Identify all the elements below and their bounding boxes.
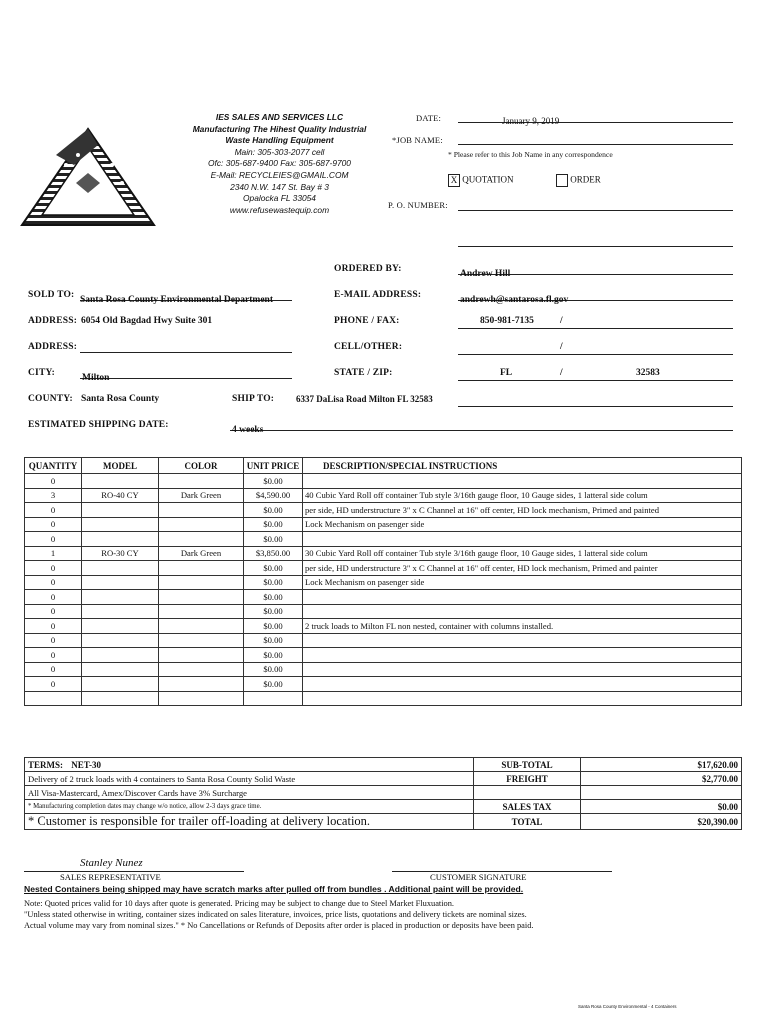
email-field[interactable] [458, 289, 733, 305]
state-zip-label: STATE / ZIP: [334, 368, 393, 378]
sales-tax-value: $0.00 [581, 800, 742, 814]
quantity-cell: 0 [25, 633, 82, 648]
quotation-option[interactable] [448, 174, 514, 187]
model-header: MODEL [82, 458, 159, 474]
color-cell: Dark Green [159, 546, 244, 561]
state-zip-line[interactable] [458, 380, 733, 381]
state-value: FL [500, 368, 513, 378]
date-field[interactable] [458, 111, 733, 126]
unit-price-cell: $4,590.00 [244, 488, 303, 503]
model-cell [82, 503, 159, 518]
company-name: IES SALES AND SERVICES LLC [215, 112, 344, 122]
company-logo [16, 125, 161, 233]
cards-empty-cell [474, 786, 581, 800]
ordered-by-label: ORDERED BY: [334, 264, 402, 274]
unit-price-cell: $0.00 [244, 677, 303, 692]
ship-to-value: 6337 DaLisa Road Milton FL 32583 [296, 394, 433, 404]
po-number-field-2[interactable] [458, 236, 733, 247]
cards-row [25, 786, 742, 800]
unit-price-cell: $0.00 [244, 575, 303, 590]
table-row [25, 633, 742, 648]
table-row [25, 648, 742, 663]
unit-price-cell: $0.00 [244, 561, 303, 576]
description-cell: per side, HD understructure 3" x C Channel at 16" off center, HD lock mechanism, Primed and painter [303, 561, 742, 576]
po-number-label: P. O. NUMBER: [388, 200, 448, 210]
table-row [25, 662, 742, 677]
phone-fax-separator: / [560, 316, 563, 326]
quantity-cell: 1 [25, 546, 82, 561]
table-row [25, 488, 742, 503]
cell-separator: / [560, 342, 563, 352]
address-2-label: ADDRESS: [28, 342, 78, 352]
delivery-note: Delivery of 2 truck loads with 4 containers to Santa Rosa County Solid Waste [25, 772, 474, 786]
color-cell [159, 604, 244, 619]
ship-to-label: SHIP TO: [232, 394, 275, 404]
line-items-table [24, 457, 742, 706]
ordered-by-field[interactable] [458, 263, 733, 279]
color-cell [159, 633, 244, 648]
company-tagline-2: Waste Handling Equipment [225, 135, 334, 146]
quotation-checkbox[interactable]: X [448, 174, 460, 187]
order-option[interactable] [556, 174, 601, 187]
footer-tiny-label: Santa Rosa County Environmental - 4 Containers [578, 1004, 677, 1009]
quantity-cell: 0 [25, 517, 82, 532]
quantity-cell: 0 [25, 619, 82, 634]
quantity-cell: 0 [25, 575, 82, 590]
description-cell: 40 Cubic Yard Roll off container Tub style 3/16th gauge floor, 10 Gauge sides, 1 latteral side colum [303, 488, 742, 503]
sold-to-field[interactable] [80, 289, 292, 305]
totals-table [24, 757, 742, 830]
quantity-cell: 3 [25, 488, 82, 503]
model-cell [82, 474, 159, 489]
footer-note-3: Actual volume may vary from nominal sizes." * No Cancellations or Refunds of Deposits after order is placed in production or deposits have been paid. [24, 921, 534, 930]
line-items-header [25, 458, 742, 474]
color-cell [159, 590, 244, 605]
state-zip-separator: / [560, 368, 563, 378]
quantity-cell: 0 [25, 474, 82, 489]
footer-note-1: Note: Quoted prices valid for 10 days after quote is generated. Pricing may be subject to change due to Steel Market Fluxuation. [24, 899, 455, 908]
quantity-cell: 0 [25, 662, 82, 677]
sales-rep-name: Stanley Nunez [80, 857, 143, 869]
company-website: www.refusewastequip.com [229, 204, 330, 215]
freight-row [25, 772, 742, 786]
city-label: CITY: [28, 368, 56, 378]
unit-price-cell: $0.00 [244, 648, 303, 663]
table-row [25, 517, 742, 532]
job-name-label: *JOB NAME: [392, 135, 443, 145]
model-cell: RO-30 CY [82, 546, 159, 561]
freight-label: FREIGHT [474, 772, 581, 786]
po-number-field[interactable] [458, 200, 733, 211]
model-cell [82, 691, 159, 706]
unit-price-cell: $0.00 [244, 633, 303, 648]
description-cell: 30 Cubic Yard Roll off container Tub style 3/16th gauge floor, 10 Gauge sides, 1 latteral side colum [303, 546, 742, 561]
model-cell [82, 604, 159, 619]
color-cell [159, 575, 244, 590]
sales-rep-label: SALES REPRESENTATIVE [60, 872, 161, 882]
quantity-cell: 0 [25, 532, 82, 547]
total-label: TOTAL [474, 814, 581, 830]
address-label: ADDRESS: [28, 316, 78, 326]
color-cell [159, 517, 244, 532]
county-label: COUNTY: [28, 394, 73, 404]
cards-note: All Visa-Mastercard, Amex/Discover Cards have 3% Surcharge [25, 786, 474, 800]
unit-price-cell: $0.00 [244, 662, 303, 677]
sales-tax-label: SALES TAX [474, 800, 581, 814]
tax-row [25, 800, 742, 814]
unit-price-header: UNIT PRICE [244, 458, 303, 474]
unit-price-cell: $0.00 [244, 503, 303, 518]
model-cell [82, 633, 159, 648]
customer-offload-note: * Customer is responsible for trailer off-loading at delivery location. [25, 814, 474, 830]
table-row [25, 546, 742, 561]
quantity-cell: 0 [25, 648, 82, 663]
model-cell [82, 677, 159, 692]
freight-value: $2,770.00 [581, 772, 742, 786]
order-checkbox[interactable] [556, 174, 568, 187]
description-cell [303, 662, 742, 677]
description-cell: 2 truck loads to Milton FL non nested, container with columns installed. [303, 619, 742, 634]
customer-signature-label: CUSTOMER SIGNATURE [430, 872, 527, 882]
cell-field-line[interactable] [458, 354, 733, 355]
table-row [25, 575, 742, 590]
nested-containers-note: Nested Containers being shipped may have scratch marks after pulled off from bundles . Additional paint will be provided. [24, 884, 524, 894]
total-row [25, 814, 742, 830]
unit-price-cell: $0.00 [244, 517, 303, 532]
quantity-cell: 0 [25, 503, 82, 518]
cell-other-label: CELL/OTHER: [334, 342, 403, 352]
quotation-label: QUOTATION [462, 174, 514, 185]
quantity-cell: 0 [25, 604, 82, 619]
description-cell [303, 633, 742, 648]
address-value: 6054 Old Bagdad Hwy Suite 301 [81, 316, 213, 326]
description-cell [303, 648, 742, 663]
sold-to-value: Santa Rosa County Environmental Department [80, 295, 274, 305]
date-value: January 9, 2019 [502, 116, 560, 126]
color-cell [159, 691, 244, 706]
quantity-header: QUANTITY [25, 458, 82, 474]
unit-price-cell: $0.00 [244, 604, 303, 619]
city-field[interactable] [80, 367, 292, 383]
email-value: andrewh@santarosa.fl.gov [460, 295, 569, 305]
model-cell [82, 662, 159, 677]
estimated-shipping-field[interactable] [230, 419, 733, 435]
phone-field-line[interactable] [458, 328, 733, 329]
order-label: ORDER [570, 174, 601, 185]
company-address-1: 2340 N.W. 147 St. Bay # 3 [230, 181, 329, 192]
color-cell [159, 532, 244, 547]
description-cell [303, 532, 742, 547]
terms-label: TERMS: [28, 759, 64, 770]
phone-fax-label: PHONE / FAX: [334, 316, 400, 326]
email-label: E-MAIL ADDRESS: [334, 290, 422, 300]
sold-to-label: SOLD TO: [28, 290, 75, 300]
estimated-shipping-label: ESTIMATED SHIPPING DATE: [28, 420, 169, 430]
description-cell: Lock Mechanism on pasenger side [303, 517, 742, 532]
model-cell [82, 517, 159, 532]
table-row [25, 590, 742, 605]
table-row [25, 561, 742, 576]
unit-price-cell: $0.00 [244, 619, 303, 634]
ship-to-line[interactable] [458, 406, 733, 407]
color-cell [159, 648, 244, 663]
terms-cell [25, 758, 474, 772]
color-cell [159, 503, 244, 518]
unit-price-cell: $0.00 [244, 532, 303, 547]
unit-price-cell: $3,850.00 [244, 546, 303, 561]
table-row [25, 619, 742, 634]
company-office-phone: Ofc: 305-687-9400 Fax: 305-687-9700 [208, 158, 351, 169]
description-cell [303, 677, 742, 692]
description-header: DESCRIPTION/SPECIAL INSTRUCTIONS [303, 458, 742, 474]
model-cell: RO-40 CY [82, 488, 159, 503]
cards-empty-value [581, 786, 742, 800]
table-row [25, 604, 742, 619]
description-cell [303, 691, 742, 706]
table-row [25, 677, 742, 692]
county-value: Santa Rosa County [81, 394, 160, 404]
description-cell [303, 474, 742, 489]
model-cell [82, 575, 159, 590]
color-cell [159, 561, 244, 576]
address-2-field[interactable] [80, 341, 292, 353]
estimated-shipping-value: 4 weeks [232, 425, 264, 435]
city-value: Milton [82, 373, 110, 383]
model-cell [82, 561, 159, 576]
color-header: COLOR [159, 458, 244, 474]
footer-note-2: "Unless stated otherwise in writing, container sizes indicated on sales literature, invoices, price lists, quotations and delivery tickets are nominal sizes. [24, 910, 527, 919]
description-cell: Lock Mechanism on pasenger side [303, 575, 742, 590]
company-info [172, 112, 387, 216]
color-cell [159, 474, 244, 489]
job-name-note: * Please refer to this Job Name in any correspondence [448, 150, 613, 159]
description-cell [303, 590, 742, 605]
date-label: DATE: [416, 113, 442, 123]
model-cell [82, 532, 159, 547]
model-cell [82, 619, 159, 634]
table-row [25, 691, 742, 706]
company-main-phone: Main: 305-303-2077 cell [234, 146, 325, 157]
color-cell [159, 662, 244, 677]
description-cell: per side, HD understructure 3" x C Channel at 16" off center, HD lock mechanism, Primed and painted [303, 503, 742, 518]
total-value: $20,390.00 [581, 814, 742, 830]
subtotal-value: $17,620.00 [581, 758, 742, 772]
ordered-by-value: Andrew Hill [460, 269, 511, 279]
subtotal-label: SUB-TOTAL [474, 758, 581, 772]
terms-value: NET-30 [71, 759, 101, 770]
company-tagline-1: Manufacturing The Hihest Quality Industrial [192, 123, 367, 134]
model-cell [82, 590, 159, 605]
phone-value: 850-981-7135 [480, 316, 534, 326]
table-row [25, 503, 742, 518]
color-cell [159, 619, 244, 634]
zip-value: 32583 [636, 368, 660, 378]
quantity-cell: 0 [25, 590, 82, 605]
model-cell [82, 648, 159, 663]
unit-price-cell [244, 691, 303, 706]
manufacturing-note: * Manufacturing completion dates may change w/o notice, allow 2-3 days grace time. [25, 800, 474, 814]
company-address-2: Opalocka FL 33054 [243, 193, 316, 204]
quantity-cell [25, 691, 82, 706]
table-row [25, 532, 742, 547]
color-cell: Dark Green [159, 488, 244, 503]
table-row [25, 474, 742, 489]
description-cell [303, 604, 742, 619]
unit-price-cell: $0.00 [244, 474, 303, 489]
color-cell [159, 677, 244, 692]
company-email: E-Mail: RECYCLEIES@GMAIL.COM [210, 169, 349, 180]
quantity-cell: 0 [25, 561, 82, 576]
unit-price-cell: $0.00 [244, 590, 303, 605]
quantity-cell: 0 [25, 677, 82, 692]
job-name-field[interactable] [458, 133, 733, 145]
terms-row [25, 758, 742, 772]
